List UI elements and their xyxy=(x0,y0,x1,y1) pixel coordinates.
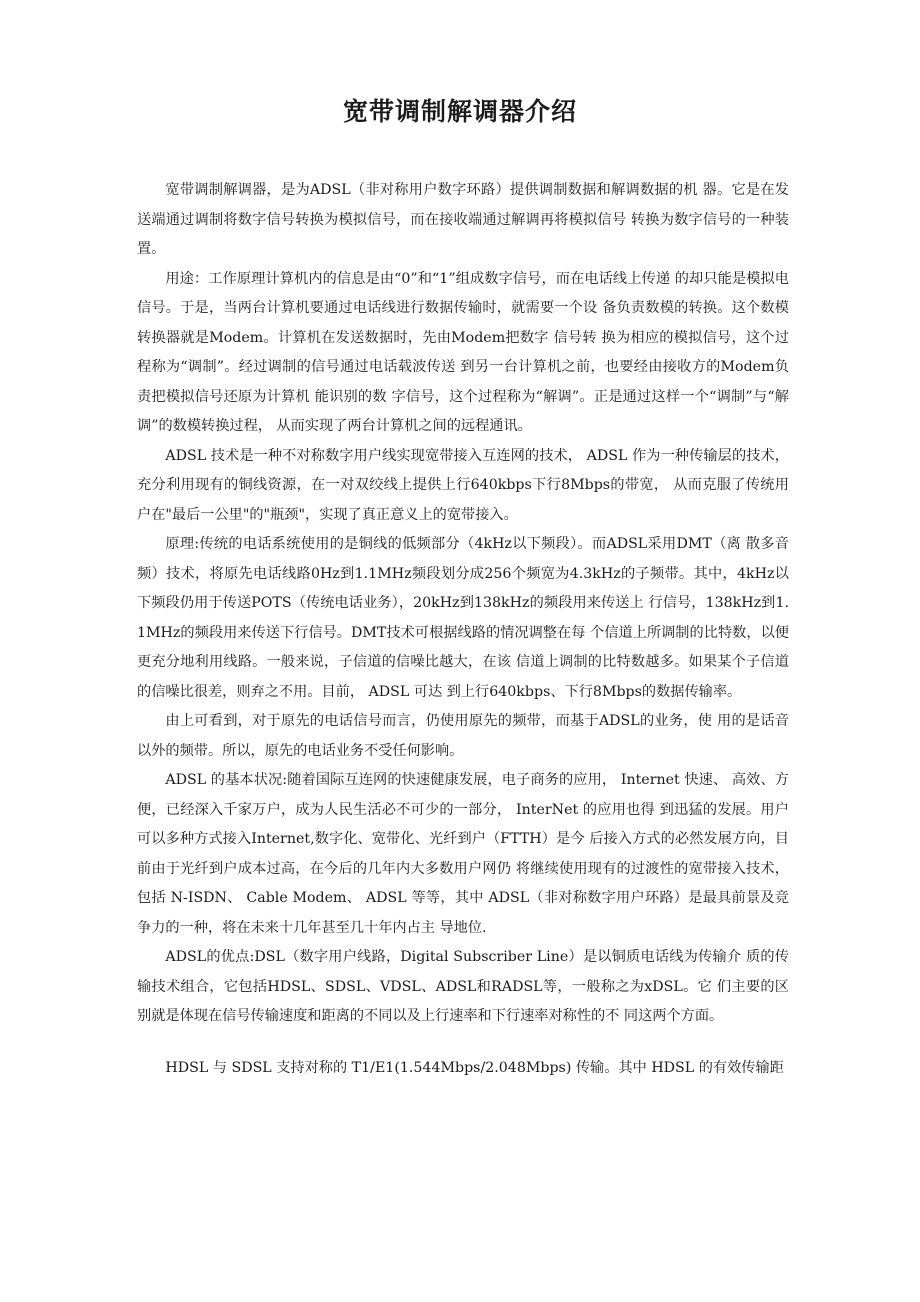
paragraph-principle: 原理:传统的电话系统使用的是铜线的低频部分（4kHz以下频段）。而ADSL采用DMT（离 散多音频）技术，将原先电话线路0Hz到1.1MHz频段划分成256个频宽为4.3kHz的子频带。其中，4kHz以下频段仍用于传送POTS（传统电话业务），20kHz到138kHz的频段用来传送上 行信号，138kHz到1.1MHz的频段用来传送下行信号。DMT技术可根据线路的情况调整在每 个信道上所调制的比特数，以便更充分地利用线路。一般来说，子信道的信噪比越大，在该 信道上调制的比特数越多。如果某个子信道的信噪比很差，则弃之不用。目前， ADSL 可达 到上行640kbps、下行8Mbps的数据传输率。 xyxy=(137,536,789,700)
paragraph-frequency-band: 由上可看到，对于原先的电话信号而言，仍使用原先的频带，而基于ADSL的业务，使 用的是话音以外的频带。所以，原先的电话业务不受任何影响。 xyxy=(137,713,789,759)
paragraph-hdsl-sdsl: HDSL 与 SDSL 支持对称的 T1/E1(1.544Mbps/2.048Mbps) 传输。其中 HDSL 的有效传输距 xyxy=(165,1059,784,1076)
paragraph-adsl-advantages: ADSL的优点:DSL（数字用户线路，Digital Subscriber Line）是以铜质电话线为传输介 质的传输技术组合，它包括HDSL、SDSL、VDSL、ADSL和RADSL等，一般称之为xDSL。它 们主要的区别就是体现在信号传输速度和距离的不同以及上行速率和下行速率对称性的不 同这两个方面。 xyxy=(137,949,789,1024)
paragraph-adsl-technology: ADSL 技术是一种不对称数字用户线实现宽带接入互连网的技术， ADSL 作为一种传输层的技术，充分利用现有的铜线资源，在一对双绞线上提供上行640kbps下行8Mbps的带宽， 从而克服了传统用户在"最后一公里"的"瓶颈"，实现了真正意义上的宽带接入。 xyxy=(137,447,789,523)
paragraph-intro: 宽带调制解调器，是为ADSL（非对称用户数字环路）提供调制数据和解调数据的机 器。它是在发送端通过调制将数字信号转换为模拟信号，而在接收端通过解调再将模拟信号 转换为数字信号的一种装置。 xyxy=(137,182,789,257)
paragraph-adsl-status: ADSL 的基本状况:随着国际互连网的快速健康发展，电子商务的应用， Internet 快速、 高效、方便，已经深入千家万户，成为人民生活必不可少的一部分， InterNet 的应用也得 到迅猛的发展。用户可以多种方式接入Internet,数字化、宽带化、光纤到户（FTTH）是今 后接入方式的必然发展方向，目前由于光纤到户成本过高，在今后的几年内大多数用户网仍 将继续使用现有的过渡性的宽带接入技术，包括 N-ISDN、 Cable Modem、 ADSL 等等，其中 ADSL（非对称数字用户环路）是最具前景及竞争力的一种，将在未来十几年甚至几十年内占主 导地位. xyxy=(137,772,789,936)
paragraph-usage: 用途：工作原理计算机内的信息是由“0”和“1”组成数字信号，而在电话线上传递 的却只能是模拟电信号。于是，当两台计算机要通过电话线进行数据传输时，就需要一个设 备负责数模的转换。这个数模转换器就是Modem。计算机在发送数据时，先由Modem把数字 信号转 换为相应的模拟信号，这个过程称为“调制”。经过调制的信号通过电话载波传送 到另一台计算机之前，也要经由接收方的Modem负责把模拟信号还原为计算机 能识别的数 字信号，这个过程称为“解调”。正是通过这样一个“调制”与“解调”的数模转换过程， 从而实现了两台计算机之间的远程通讯。 xyxy=(137,270,789,434)
document-body xyxy=(137,176,789,1083)
document-title: 宽带调制解调器介绍 xyxy=(342,97,577,126)
